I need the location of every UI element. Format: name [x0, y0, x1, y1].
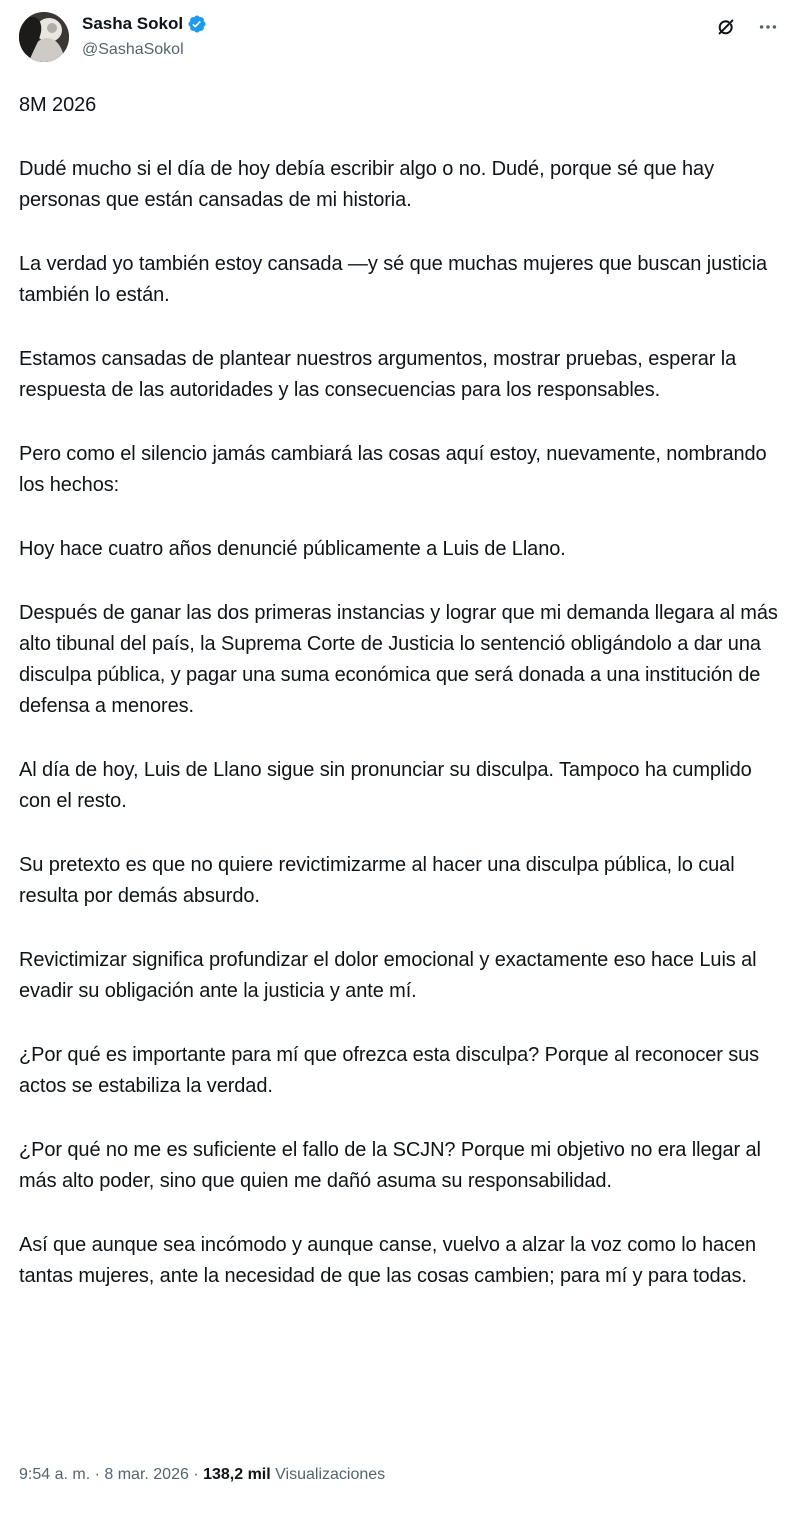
- views-label: Visualizaciones: [275, 1466, 386, 1483]
- tweet-paragraph: Después de ganar las dos primeras instancias y lograr que mi demanda llegara al más alto tibunal del país, la Suprema Corte de Justicia lo sentenció obligándolo a dar una disculpa pública, y pagar una suma económica que será donada a una institución de defensa a menores.: [19, 602, 778, 717]
- meta-separator: ·: [188, 1466, 204, 1483]
- tweet-paragraph: Así que aunque sea incómodo y aunque canse, vuelvo a alzar la voz como lo hacen tantas mujeres, ante la necesidad de que las cosas cambien; para mí y para todas.: [19, 1234, 757, 1287]
- avatar-portrait-icon: [19, 12, 69, 62]
- tweet-paragraph: Pero como el silencio jamás cambiará las cosas aquí estoy, nuevamente, nombrando los hechos:: [19, 443, 767, 496]
- tweet-paragraph: La verdad yo también estoy cansada —y sé que muchas mujeres que buscan justicia también lo están.: [19, 253, 768, 306]
- tweet-time[interactable]: 9:54 a. m.: [19, 1466, 91, 1483]
- tweet-top-actions: [714, 15, 780, 39]
- tweet-paragraph: 8M 2026: [19, 94, 97, 116]
- more-options-icon[interactable]: [756, 15, 780, 39]
- grok-icon[interactable]: [714, 15, 738, 39]
- avatar[interactable]: [19, 12, 69, 62]
- tweet-paragraph: ¿Por qué no me es suficiente el fallo de la SCJN? Porque mi objetivo no era llegar al más alto poder, sino que quien me dañó asuma su responsabilidad.: [19, 1139, 761, 1192]
- author-display-name[interactable]: Sasha Sokol: [82, 14, 184, 33]
- tweet-paragraph: Dudé mucho si el día de hoy debía escribir algo o no. Dudé, porque sé que hay personas que están cansadas de mi historia.: [19, 158, 714, 211]
- tweet-paragraph: Su pretexto es que no quiere revictimizarme al hacer una disculpa pública, lo cual resulta por demás absurdo.: [19, 854, 735, 907]
- meta-separator: ·: [90, 1466, 105, 1483]
- tweet-paragraph: Al día de hoy, Luis de Llano sigue sin pronunciar su disculpa. Tampoco ha cumplido con el resto.: [19, 759, 752, 812]
- author-name-row: [82, 13, 207, 35]
- tweet-paragraph: ¿Por qué es importante para mí que ofrezca esta disculpa? Porque al reconocer sus actos se estabiliza la verdad.: [19, 1044, 760, 1097]
- tweet-paragraph: Hoy hace cuatro años denuncié públicamente a Luis de Llano.: [19, 538, 566, 560]
- tweet-text: [19, 90, 779, 1325]
- tweet-paragraph: Estamos cansadas de plantear nuestros argumentos, mostrar pruebas, esperar la respuesta de las autoridades y las consecuencias para los responsables.: [19, 348, 737, 401]
- tweet-date[interactable]: 8 mar. 2026: [104, 1466, 189, 1483]
- author-handle[interactable]: @SashaSokol: [82, 41, 184, 58]
- verified-badge-icon[interactable]: [187, 14, 207, 34]
- tweet-paragraph: Revictimizar significa profundizar el dolor emocional y exactamente eso hace Luis al evadir su obligación ante la justicia y ante mí.: [19, 949, 757, 1002]
- views-count: 138,2 mil: [203, 1466, 271, 1483]
- tweet-meta: [19, 1464, 385, 1486]
